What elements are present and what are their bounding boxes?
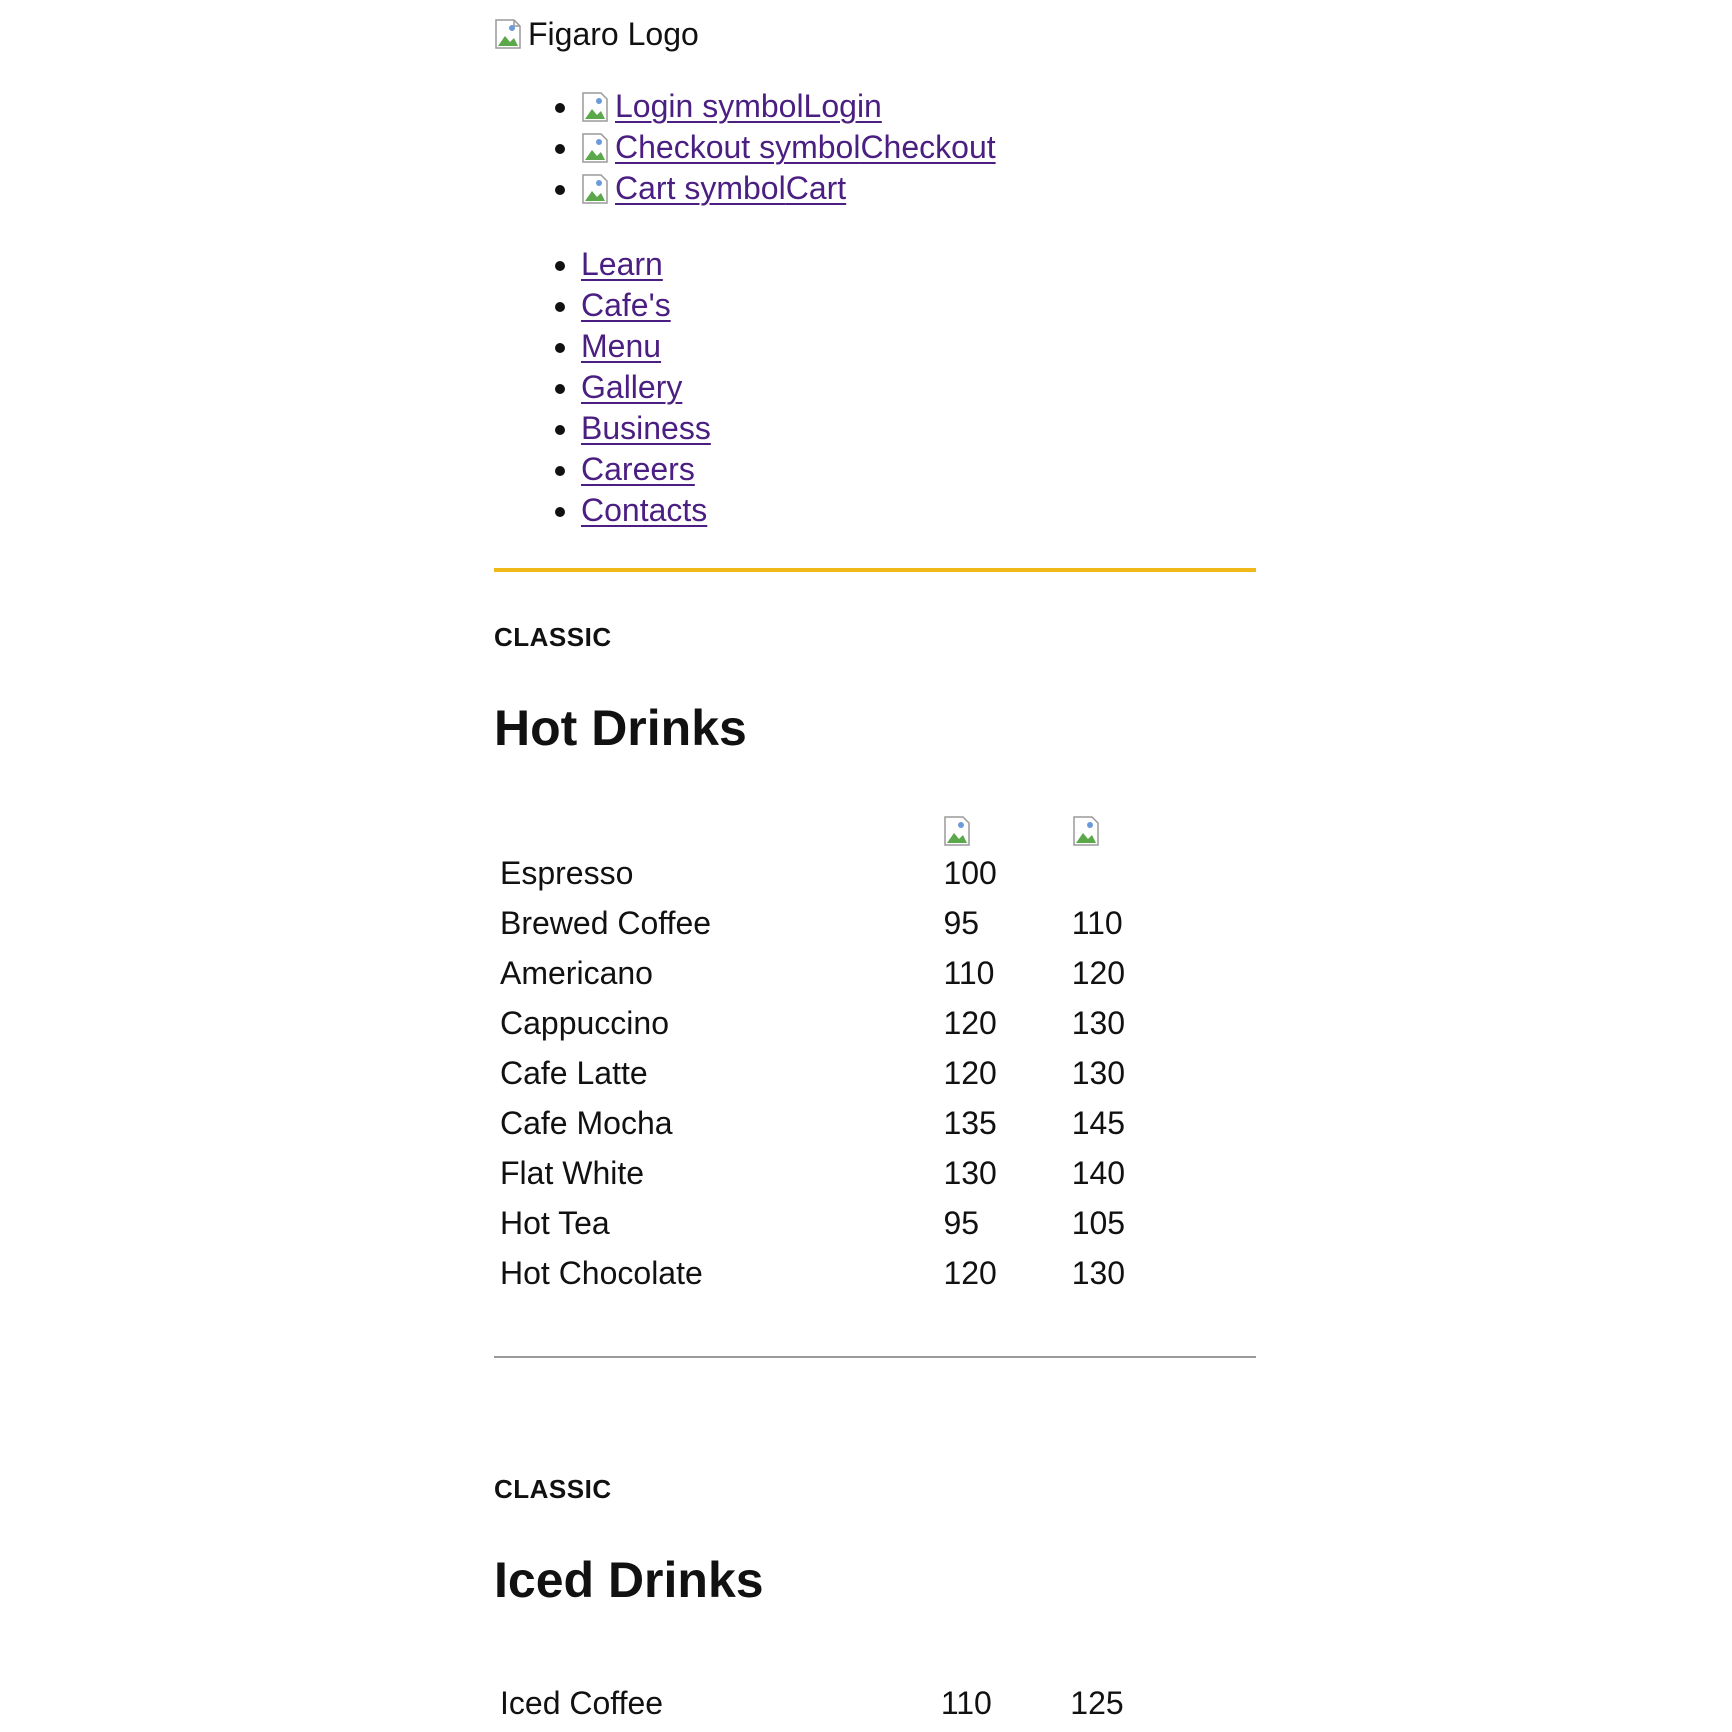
section-kicker: CLASSIC <box>494 622 612 652</box>
item-price-small: 130 <box>943 1155 997 1191</box>
item-price-small: 120 <box>943 1255 997 1291</box>
nav-link-cafes[interactable]: Cafe's <box>581 287 671 323</box>
section-title: Hot Drinks <box>494 700 747 756</box>
utility-nav <box>494 86 1256 209</box>
nav-item-careers <box>581 449 1256 490</box>
item-name: Hot Chocolate <box>500 1255 703 1291</box>
login-symbol-icon <box>581 91 615 123</box>
nav-item-gallery <box>581 367 1256 408</box>
checkout-icon-alt: Checkout symbol <box>615 129 861 165</box>
item-price-small: 95 <box>943 905 980 941</box>
table-row <box>494 1148 1194 1198</box>
checkout-symbol-icon <box>581 132 615 164</box>
item-price-small: 95 <box>943 1205 980 1241</box>
item-name: Cafe Latte <box>500 1055 648 1091</box>
table-row <box>494 998 1194 1048</box>
item-name: Hot Tea <box>500 1205 610 1241</box>
item-price-large: 105 <box>1071 1205 1126 1241</box>
iced-drinks-table <box>494 1678 1194 1728</box>
nav-link-learn[interactable]: Learn <box>581 246 663 282</box>
figaro-logo[interactable] <box>494 12 1256 56</box>
page <box>494 0 1256 1728</box>
nav-item-learn <box>581 244 1256 285</box>
item-name: Americano <box>500 955 653 991</box>
size-large-header <box>1066 798 1194 848</box>
item-name: Espresso <box>500 855 634 891</box>
main-nav <box>494 244 1256 531</box>
item-price-large: 130 <box>1071 1055 1126 1091</box>
item-name: Iced Coffee <box>500 1685 664 1721</box>
cart-label: Cart <box>785 170 847 206</box>
nav-item-menu <box>581 326 1256 367</box>
item-price-small: 135 <box>943 1105 997 1141</box>
util-item-login <box>581 86 1256 127</box>
size-small-header <box>937 798 1065 848</box>
nav-link-gallery[interactable]: Gallery <box>581 369 683 405</box>
checkout-label: Checkout <box>860 129 996 165</box>
section-divider <box>494 1356 1256 1358</box>
nav-item-cafes <box>581 285 1256 326</box>
login-label: Login <box>803 88 882 124</box>
item-name: Brewed Coffee <box>500 905 712 941</box>
large-cup-icon <box>1072 815 1106 847</box>
item-price-large: 140 <box>1071 1155 1126 1191</box>
table-row <box>494 848 1194 898</box>
table-row <box>494 948 1194 998</box>
item-price-large: 120 <box>1071 955 1126 991</box>
nav-item-business <box>581 408 1256 449</box>
hot-drinks-section <box>494 622 1256 1358</box>
hot-drinks-table <box>494 798 1194 1298</box>
section-kicker: CLASSIC <box>494 1474 612 1504</box>
item-price-large: 145 <box>1071 1105 1126 1141</box>
nav-link-business[interactable]: Business <box>581 410 711 446</box>
logo-alt-text: Figaro Logo <box>528 15 699 52</box>
util-item-cart <box>581 168 1256 209</box>
cart-link[interactable] <box>581 170 846 206</box>
name-header <box>494 798 937 848</box>
item-price-large: 125 <box>1070 1685 1124 1721</box>
item-price-large <box>1066 848 1194 898</box>
nav-item-contacts <box>581 490 1256 531</box>
item-name: Cafe Mocha <box>500 1105 673 1141</box>
item-price-large: 130 <box>1071 1005 1126 1041</box>
nav-link-contacts[interactable]: Contacts <box>581 492 708 528</box>
header-divider <box>494 568 1256 572</box>
table-row <box>494 1248 1194 1298</box>
table-row <box>494 1198 1194 1248</box>
item-price-small: 120 <box>943 1055 997 1091</box>
table-header-row <box>494 798 1194 848</box>
table-row <box>494 1048 1194 1098</box>
util-item-checkout <box>581 127 1256 168</box>
item-name: Cappuccino <box>500 1005 669 1041</box>
broken-image-icon <box>494 18 528 50</box>
item-price-large: 110 <box>1071 905 1123 941</box>
table-row <box>494 898 1194 948</box>
section-title: Iced Drinks <box>494 1552 764 1608</box>
checkout-link[interactable] <box>581 129 996 165</box>
login-icon-alt: Login symbol <box>615 88 804 124</box>
login-link[interactable] <box>581 88 882 124</box>
small-cup-icon <box>943 815 977 847</box>
item-price-small: 110 <box>943 955 995 991</box>
item-price-small: 120 <box>943 1005 997 1041</box>
table-row <box>494 1098 1194 1148</box>
cart-symbol-icon <box>581 173 615 205</box>
item-price-small: 110 <box>940 1685 992 1721</box>
table-row <box>494 1678 1194 1728</box>
item-price-small: 100 <box>943 855 997 891</box>
cart-icon-alt: Cart symbol <box>615 170 786 206</box>
iced-drinks-section <box>494 1474 1256 1728</box>
item-name: Flat White <box>500 1155 645 1191</box>
nav-link-careers[interactable]: Careers <box>581 451 695 487</box>
nav-link-menu[interactable]: Menu <box>581 328 662 364</box>
item-price-large: 130 <box>1071 1255 1126 1291</box>
